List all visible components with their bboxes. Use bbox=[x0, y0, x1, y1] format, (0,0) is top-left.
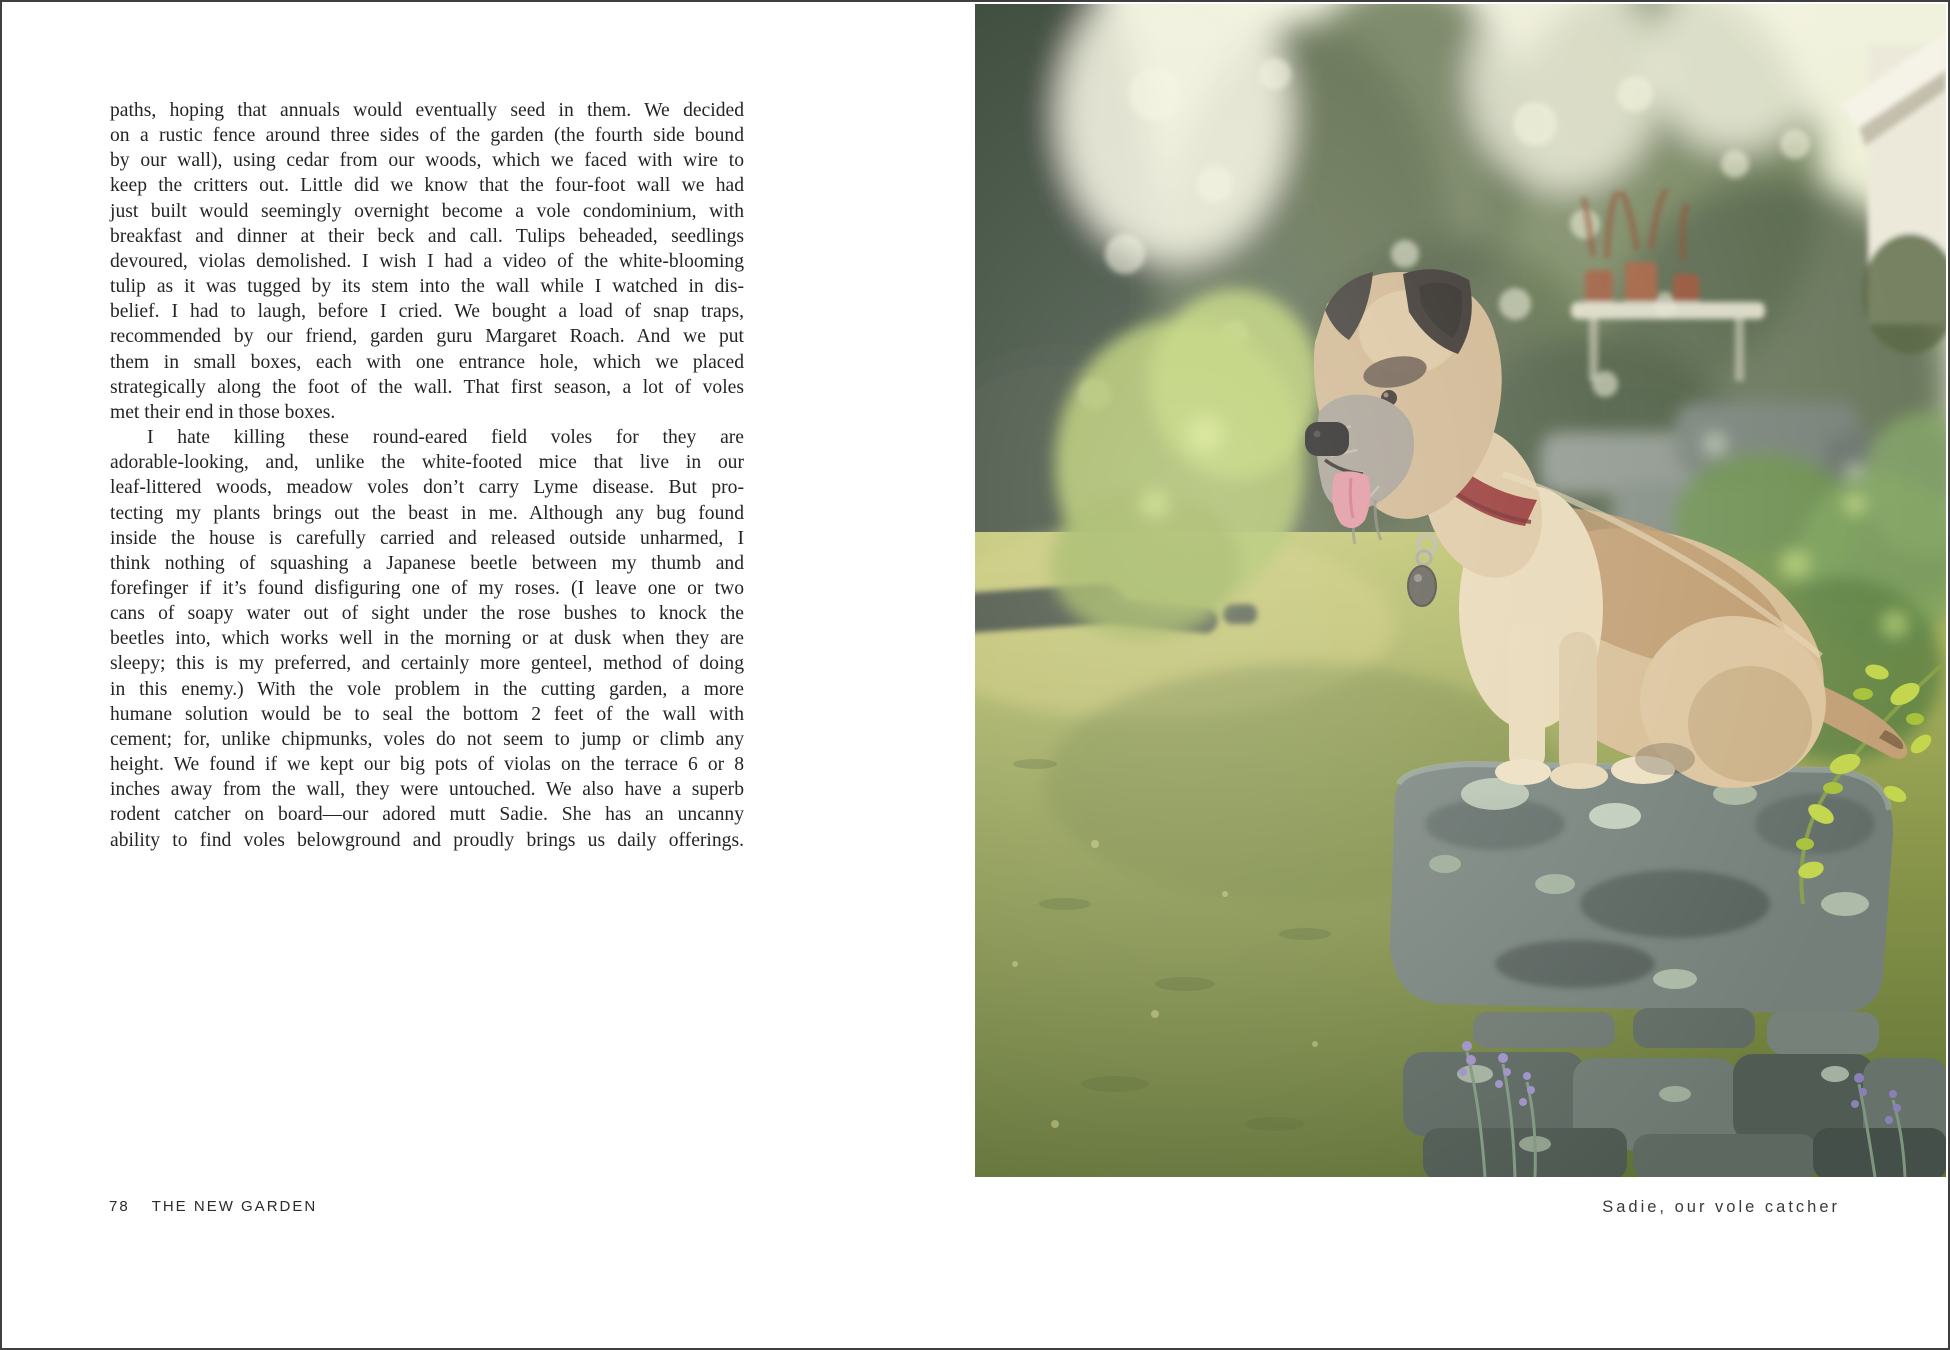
text-line: recommended by our friend, garden guru Margaret Roach. And we put bbox=[110, 326, 744, 348]
text-line: keep the critters out. Little did we know that the four-foot wall we had bbox=[110, 175, 744, 197]
text-line: in this enemy.) With the vole problem in the cutting garden, a more bbox=[110, 678, 744, 700]
text-line: breakfast and dinner at their beck and call. Tulips beheaded, seedlings bbox=[110, 225, 744, 247]
text-line: cement; for, unlike chipmunks, voles do not seem to jump or climb any bbox=[110, 728, 744, 750]
text-line: met their end in those boxes. bbox=[110, 401, 336, 423]
text-line: paths, hoping that annuals would eventually seed in them. We decided bbox=[110, 100, 744, 121]
text-line: sleepy; this is my preferred, and certainly more genteel, method of doing bbox=[110, 653, 744, 675]
text-line: ability to find voles belowground and proudly brings us daily offerings. bbox=[110, 829, 744, 851]
sadie-photo bbox=[975, 4, 1946, 1177]
text-line: devoured, violas demolished. I wish I had a video of the white-blooming bbox=[110, 250, 744, 272]
page-number: 78 bbox=[109, 1198, 130, 1215]
running-title: THE NEW GARDEN bbox=[151, 1198, 318, 1215]
text-line: forefinger if it’s found disfiguring one of my roses. (I leave one or two bbox=[110, 577, 744, 599]
text-line: by our wall), using cedar from our woods, which we faced with wire to bbox=[110, 150, 744, 172]
text-line: I hate killing these round-eared field voles for they are bbox=[147, 427, 744, 449]
text-line: tulip as it was tugged by its stem into the wall while I watched in dis- bbox=[110, 276, 744, 298]
text-line: inside the house is carefully carried and released outside unharmed, I bbox=[110, 527, 744, 549]
text-line: beetles into, which works well in the morning or at dusk when they are bbox=[110, 628, 744, 650]
text-line: humane solution would be to seal the bottom 2 feet of the wall with bbox=[110, 703, 744, 725]
text-line: tecting my plants brings out the beast in me. Although any bug found bbox=[110, 502, 744, 524]
text-line: them in small boxes, each with one entrance hole, which we placed bbox=[110, 351, 744, 373]
text-line: think nothing of squashing a Japanese beetle between my thumb and bbox=[110, 552, 744, 574]
text-line: height. We found if we kept our big pots of violas on the terrace 6 or 8 bbox=[110, 754, 744, 776]
photo-caption: Sadie, our vole catcher bbox=[1602, 1198, 1840, 1216]
page-footer bbox=[109, 1198, 317, 1215]
light-overlay bbox=[975, 4, 1946, 1177]
body-text bbox=[110, 98, 744, 853]
text-line: belief. I had to laugh, before I cried. We bought a load of snap traps, bbox=[110, 301, 744, 323]
text-line: just built would seemingly overnight become a vole condominium, with bbox=[110, 200, 744, 222]
text-line: on a rustic fence around three sides of the garden (the fourth side bound bbox=[110, 125, 744, 147]
text-line: rodent catcher on board—our adored mutt Sadie. She has an uncanny bbox=[110, 804, 744, 826]
photo-illustration bbox=[975, 4, 1946, 1177]
text-line: leaf-littered woods, meadow voles don’t carry Lyme disease. But pro- bbox=[110, 477, 744, 499]
text-line: inches away from the wall, they were untouched. We also have a superb bbox=[110, 779, 744, 801]
text-line: strategically along the foot of the wall. That first season, a lot of voles bbox=[110, 376, 744, 398]
text-line: cans of soapy water out of sight under the rose bushes to knock the bbox=[110, 603, 744, 625]
text-line: adorable-looking, and, unlike the white-footed mice that live in our bbox=[110, 452, 744, 474]
